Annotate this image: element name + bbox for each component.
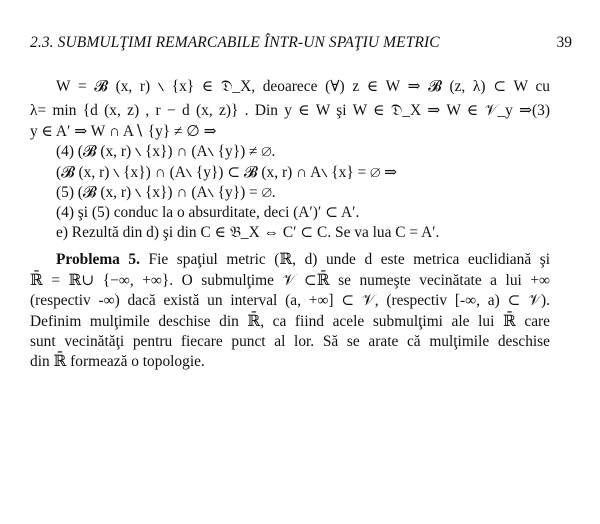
problem-line-4: Definim mulţimile deschise din ℝ̄, ca fiind acele submulţimi ale lui ℝ̄ care xyxy=(30,313,550,330)
problem-line-6: din ℝ̄ formează o topologie. xyxy=(30,353,205,370)
problem-line-1 xyxy=(56,250,550,269)
proof-line-8: e) Rezultă din d) şi din C ∈ 𝔅_X ⇔ C′ ⊂ C. Se va lua C = A′. xyxy=(56,224,440,241)
problem-line-2: ℝ̄ = ℝ∪ {−∞, +∞}. O submulţime 𝒱 ⊂ℝ̄ se numeşte vecinătate a lui +∞ xyxy=(30,272,550,289)
problem-text-1: Fie spaţiul metric (ℝ, d) unde d este metrica euclidiană şi xyxy=(148,251,550,268)
proof-line-2: λ= min {d (x, z) , r − d (x, z)} . Din y ∈ W şi W ∈ 𝔇_X ⇒ W ∈ 𝒱_y ⇒(3) xyxy=(30,102,550,119)
running-header xyxy=(30,34,572,56)
problem-label: Problema 5. xyxy=(56,251,140,268)
section-title: 2.3. SUBMULŢIMI REMARCABILE ÎNTR-UN SPAŢIU METRIC xyxy=(30,34,440,51)
proof-line-1: W = 𝓑 (x, r) ∖ {x} ∈ 𝔇_X, deoarece (∀) z ∈ W ⇒ 𝓑 (z, λ) ⊂ W cu xyxy=(56,78,550,95)
problem-line-5: sunt vecinătăţi pentru fiecare punct al lor. Să se arate că mulţimile deschise xyxy=(30,333,550,350)
proof-line-7: (4) şi (5) conduc la o absurditate, deci (A′)′ ⊂ A′. xyxy=(56,204,360,221)
proof-line-3: y ∈ A′ ⇒ W ∩ A∖ {y} ≠ ∅ ⇒ xyxy=(30,123,217,140)
proof-line-5: (𝓑 (x, r) ∖ {x}) ∩ (A∖ {y}) ⊂ 𝓑 (x, r) ∩ A∖ {x} = ∅ ⇒ xyxy=(56,164,398,181)
proof-line-6: (5) (𝓑 (x, r) ∖ {x}) ∩ (A∖ {y}) = ∅. xyxy=(56,184,276,201)
problem-line-3: (respectiv -∞) dacă există un interval (a, +∞] ⊂ 𝒱, (respectiv [-∞, a) ⊂ 𝒱). xyxy=(30,292,550,309)
proof-line-4: (4) (𝓑 (x, r) ∖ {x}) ∩ (A∖ {y}) ≠ ∅. xyxy=(56,143,276,160)
page-number: 39 xyxy=(556,34,572,51)
